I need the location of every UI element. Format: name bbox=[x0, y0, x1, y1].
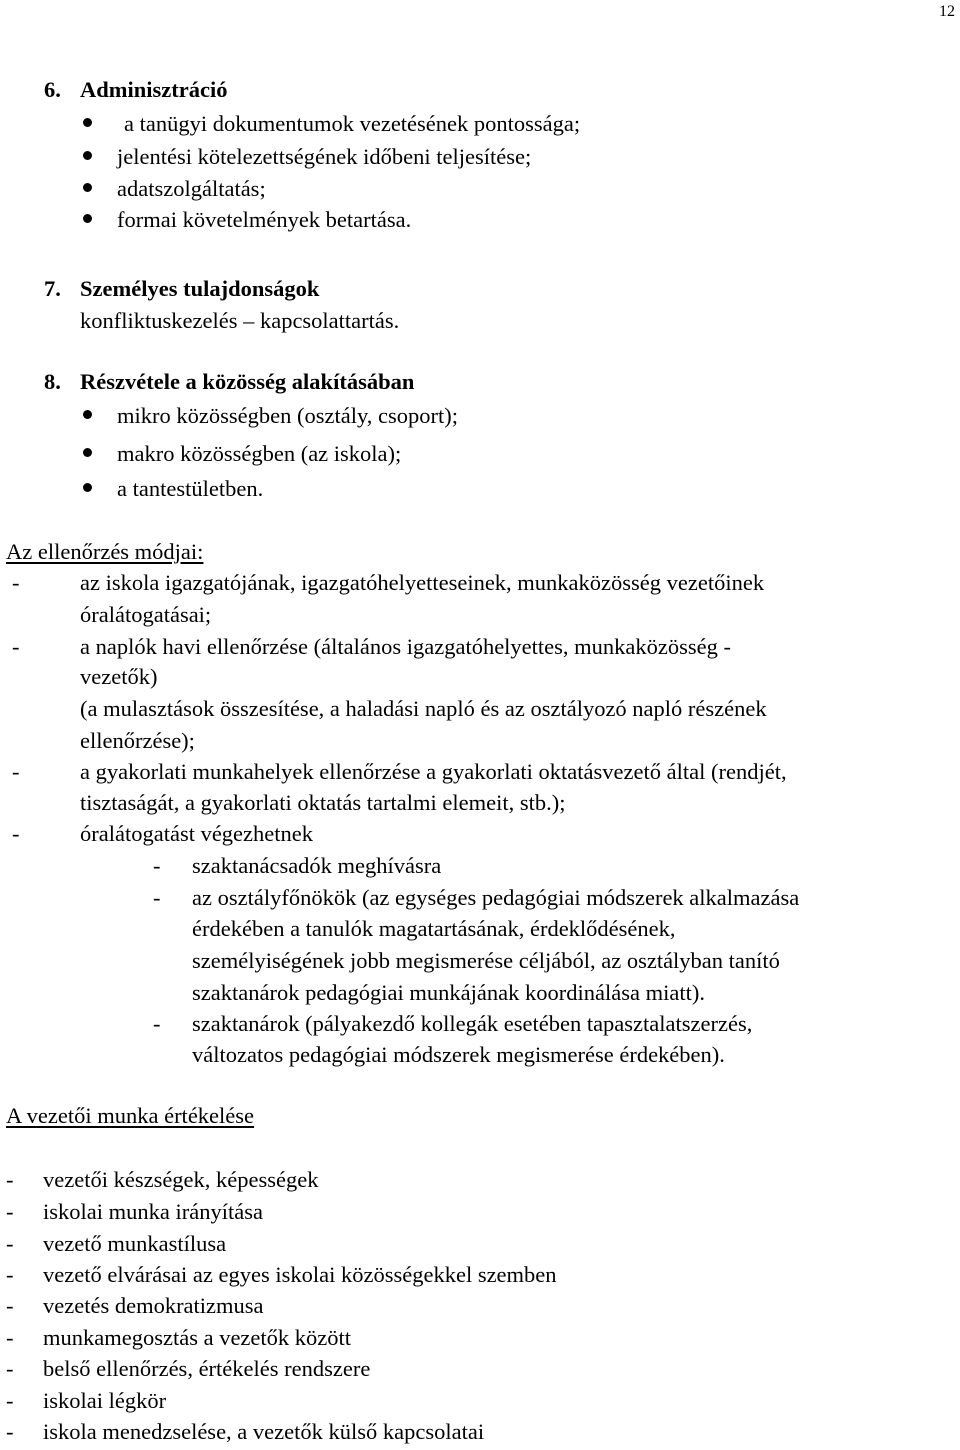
bullet-icon bbox=[83, 448, 92, 457]
ertekeles-item: belső ellenőrzés, értékelés rendszere bbox=[43, 1356, 371, 1381]
dash-marker: - bbox=[12, 634, 20, 659]
ellenorzes-subline: érdekében a tanulók magatartásának, érdeklődésének, bbox=[192, 916, 676, 941]
ellenorzes-heading: Az ellenőrzés módjai: bbox=[6, 539, 204, 564]
bullet-icon bbox=[83, 151, 92, 160]
dash-marker: - bbox=[6, 1199, 14, 1224]
dash-marker: - bbox=[6, 1293, 14, 1318]
dash-marker: - bbox=[153, 885, 161, 910]
ertekeles-item: iskolai munka irányítása bbox=[43, 1199, 263, 1224]
ellenorzes-subline: szaktanárok (pályakezdő kollegák esetében tapasztalatszerzés, bbox=[192, 1011, 753, 1036]
dash-marker: - bbox=[12, 821, 20, 846]
dash-marker: - bbox=[6, 1356, 14, 1381]
section6-item: a tanügyi dokumentumok vezetésének pontossága; bbox=[124, 111, 581, 136]
ertekeles-item: vezetői készségek, képességek bbox=[43, 1167, 319, 1192]
section8-title: Részvétele a közösség alakításában bbox=[80, 369, 415, 394]
dash-marker: - bbox=[12, 570, 20, 595]
ellenorzes-line: tisztaságát, a gyakorlati oktatás tartalmi elemeit, stb.); bbox=[80, 790, 566, 815]
bullet-icon bbox=[83, 410, 92, 419]
bullet-icon bbox=[83, 183, 92, 192]
ellenorzes-subline: személyiségének jobb megismerése céljából, az osztályban tanító bbox=[192, 948, 780, 973]
ellenorzes-subline: az osztályfőnökök (az egységes pedagógiai módszerek alkalmazása bbox=[192, 885, 800, 910]
section7-number: 7. bbox=[44, 276, 61, 301]
ellenorzes-line: óralátogatásai; bbox=[80, 602, 212, 627]
ertekeles-item: vezető elvárásai az egyes iskolai közösségekkel szemben bbox=[43, 1262, 557, 1287]
ellenorzes-line: a naplók havi ellenőrzése (általános igazgatóhelyettes, munkaközösség - bbox=[80, 634, 732, 659]
ertekeles-item: vezető munkastílusa bbox=[43, 1231, 227, 1256]
dash-marker: - bbox=[6, 1388, 14, 1413]
dash-marker: - bbox=[6, 1419, 14, 1444]
ertekeles-item: iskola menedzselése, a vezetők külső kapcsolatai bbox=[43, 1419, 485, 1444]
section6-number: 6. bbox=[44, 77, 61, 102]
dash-marker: - bbox=[6, 1231, 14, 1256]
ertekeles-heading: A vezetői munka értékelése bbox=[6, 1103, 255, 1128]
section8-item: makro közösségben (az iskola); bbox=[117, 441, 402, 466]
ellenorzes-line: vezetők) bbox=[80, 664, 158, 689]
ellenorzes-subline: szaktanárok pedagógiai munkájának koordinálása miatt). bbox=[192, 980, 705, 1005]
bullet-icon bbox=[83, 214, 92, 223]
ertekeles-item: munkamegosztás a vezetők között bbox=[43, 1325, 352, 1350]
ellenorzes-line: az iskola igazgatójának, igazgatóhelyetteseinek, munkaközösség vezetőinek bbox=[80, 570, 765, 595]
dash-marker: - bbox=[6, 1325, 14, 1350]
ellenorzes-line: a gyakorlati munkahelyek ellenőrzése a gyakorlati oktatásvezető által (rendjét, bbox=[80, 759, 787, 784]
section8-item: a tantestületben. bbox=[117, 476, 264, 501]
section8-item: mikro közösségben (osztály, csoport); bbox=[117, 403, 458, 428]
ellenorzes-subline: változatos pedagógiai módszerek megismerése érdekében). bbox=[192, 1042, 725, 1067]
ellenorzes-subline: szaktanácsadók meghívásra bbox=[192, 853, 442, 878]
ellenorzes-line: ellenőrzése); bbox=[80, 728, 195, 753]
dash-marker: - bbox=[153, 1011, 161, 1036]
section6-title: Adminisztráció bbox=[80, 77, 228, 102]
bullet-icon bbox=[83, 483, 92, 492]
dash-marker: - bbox=[12, 759, 20, 784]
dash-marker: - bbox=[153, 853, 161, 878]
ellenorzes-line: (a mulasztások összesítése, a haladási napló és az osztályozó napló részének bbox=[80, 696, 767, 721]
section7-title: Személyes tulajdonságok bbox=[80, 276, 320, 301]
section7-line: konfliktuskezelés – kapcsolattartás. bbox=[80, 308, 400, 333]
section6-item: formai követelmények betartása. bbox=[117, 207, 412, 232]
ertekeles-item: iskolai légkör bbox=[43, 1388, 167, 1413]
section6-item: jelentési kötelezettségének időbeni teljesítése; bbox=[117, 144, 532, 169]
ellenorzes-line: óralátogatást végezhetnek bbox=[80, 821, 314, 846]
section8-number: 8. bbox=[44, 369, 61, 394]
dash-marker: - bbox=[6, 1262, 14, 1287]
ertekeles-item: vezetés demokratizmusa bbox=[43, 1293, 264, 1318]
section6-item: adatszolgáltatás; bbox=[117, 176, 266, 201]
dash-marker: - bbox=[6, 1167, 14, 1192]
page-number: 12 bbox=[939, 3, 955, 20]
bullet-icon bbox=[83, 118, 92, 127]
